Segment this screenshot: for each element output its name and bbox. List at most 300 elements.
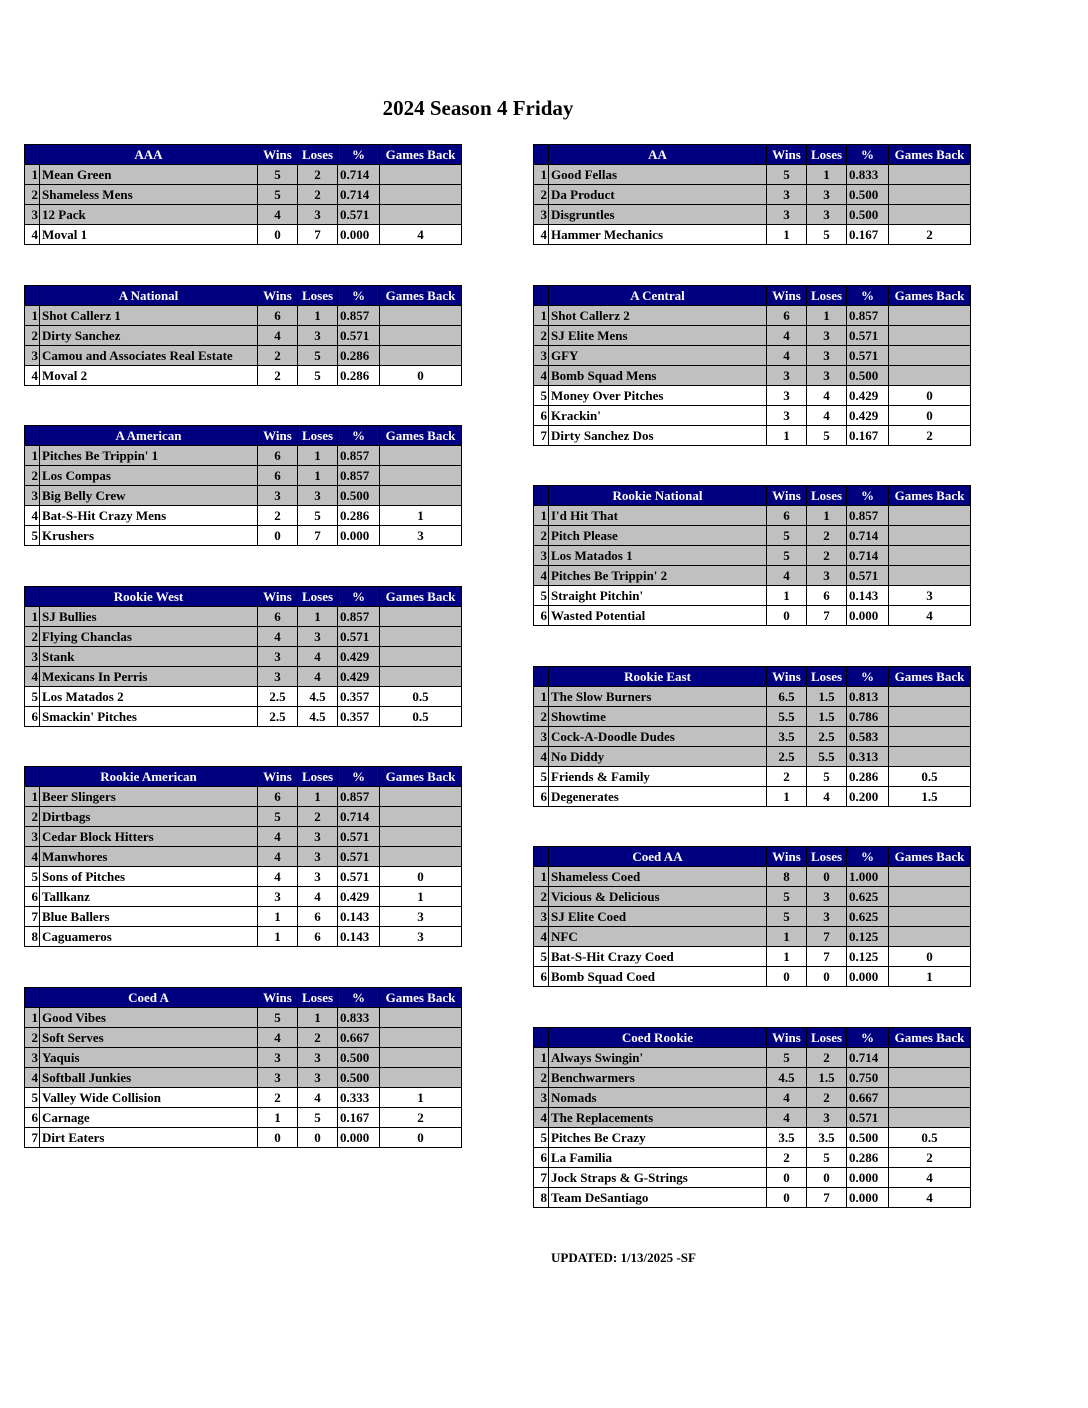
rank: 4 bbox=[534, 225, 549, 245]
header-row bbox=[25, 426, 462, 446]
rank: 2 bbox=[534, 707, 549, 727]
win-pct: 0.143 bbox=[847, 586, 889, 606]
loses-header: Loses bbox=[807, 1028, 847, 1048]
games-back-header: Games Back bbox=[380, 426, 462, 446]
team-name: Manwhores bbox=[40, 847, 258, 867]
team-row bbox=[25, 907, 462, 927]
team-row bbox=[534, 185, 971, 205]
rank: 3 bbox=[25, 346, 40, 366]
games-back: 0.5 bbox=[889, 767, 971, 787]
pct-header: % bbox=[338, 286, 380, 306]
wins: 3 bbox=[258, 647, 298, 667]
loses: 1 bbox=[807, 306, 847, 326]
wins-header: Wins bbox=[258, 426, 298, 446]
games-back bbox=[380, 185, 462, 205]
wins: 6 bbox=[767, 506, 807, 526]
rank: 7 bbox=[25, 907, 40, 927]
win-pct: 0.000 bbox=[847, 606, 889, 626]
games-back bbox=[380, 1028, 462, 1048]
team-row bbox=[534, 1048, 971, 1068]
win-pct: 0.200 bbox=[847, 787, 889, 807]
team-name: Money Over Pitches bbox=[549, 386, 767, 406]
games-back: 0 bbox=[889, 386, 971, 406]
games-back: 0 bbox=[380, 867, 462, 887]
rank: 4 bbox=[25, 366, 40, 386]
division-name: Coed A bbox=[40, 988, 258, 1008]
win-pct: 0.286 bbox=[338, 506, 380, 526]
team-row bbox=[534, 566, 971, 586]
loses: 1.5 bbox=[807, 1068, 847, 1088]
wins: 4 bbox=[767, 326, 807, 346]
page-title: 2024 Season 4 Friday bbox=[382, 96, 574, 120]
games-back bbox=[889, 707, 971, 727]
team-row bbox=[25, 446, 462, 466]
win-pct: 0.357 bbox=[338, 707, 380, 727]
team-row bbox=[534, 426, 971, 446]
win-pct: 0.571 bbox=[847, 326, 889, 346]
wins: 1 bbox=[258, 907, 298, 927]
rank: 5 bbox=[25, 1088, 40, 1108]
team-name: Shameless Mens bbox=[40, 185, 258, 205]
team-row bbox=[25, 1068, 462, 1088]
loses: 1 bbox=[807, 506, 847, 526]
loses: 4 bbox=[298, 647, 338, 667]
games-back bbox=[380, 486, 462, 506]
loses: 3 bbox=[298, 205, 338, 225]
team-row bbox=[534, 727, 971, 747]
wins: 2 bbox=[767, 1148, 807, 1168]
team-row bbox=[25, 1048, 462, 1068]
wins-header: Wins bbox=[767, 667, 807, 687]
team-name: Team DeSantiago bbox=[549, 1188, 767, 1208]
games-back bbox=[380, 346, 462, 366]
games-back: 0 bbox=[889, 406, 971, 426]
rank: 8 bbox=[25, 927, 40, 947]
games-back bbox=[380, 165, 462, 185]
team-name: Sons of Pitches bbox=[40, 867, 258, 887]
rank-header bbox=[25, 286, 40, 306]
loses: 5 bbox=[807, 767, 847, 787]
pct-header: % bbox=[847, 486, 889, 506]
games-back-header: Games Back bbox=[380, 145, 462, 165]
rank: 1 bbox=[25, 1008, 40, 1028]
loses: 6 bbox=[807, 586, 847, 606]
team-row bbox=[534, 927, 971, 947]
standings-table-a-national bbox=[24, 285, 462, 386]
pct-header: % bbox=[338, 988, 380, 1008]
team-name: Los Compas bbox=[40, 466, 258, 486]
wins-header: Wins bbox=[767, 1028, 807, 1048]
loses: 4.5 bbox=[298, 707, 338, 727]
win-pct: 0.625 bbox=[847, 887, 889, 907]
rank: 4 bbox=[534, 927, 549, 947]
rank: 2 bbox=[25, 466, 40, 486]
wins: 5 bbox=[258, 165, 298, 185]
rank: 5 bbox=[534, 1128, 549, 1148]
games-back: 4 bbox=[889, 606, 971, 626]
games-back bbox=[889, 346, 971, 366]
team-name: Bat-S-Hit Crazy Mens bbox=[40, 506, 258, 526]
games-back bbox=[889, 366, 971, 386]
games-back bbox=[380, 446, 462, 466]
rank: 3 bbox=[534, 346, 549, 366]
loses: 1 bbox=[298, 306, 338, 326]
wins: 3 bbox=[258, 887, 298, 907]
wins: 1 bbox=[767, 225, 807, 245]
loses: 0 bbox=[298, 1128, 338, 1148]
loses: 2 bbox=[807, 1048, 847, 1068]
loses-header: Loses bbox=[807, 486, 847, 506]
team-row bbox=[534, 546, 971, 566]
team-row bbox=[25, 526, 462, 546]
win-pct: 0.429 bbox=[847, 386, 889, 406]
wins-header: Wins bbox=[258, 587, 298, 607]
rank-header bbox=[25, 587, 40, 607]
loses: 3 bbox=[807, 205, 847, 225]
team-row bbox=[25, 506, 462, 526]
wins: 0 bbox=[258, 526, 298, 546]
team-name: Straight Pitchin' bbox=[549, 586, 767, 606]
loses: 4 bbox=[298, 1088, 338, 1108]
division-name: A National bbox=[40, 286, 258, 306]
games-back bbox=[380, 667, 462, 687]
win-pct: 0.333 bbox=[338, 1088, 380, 1108]
wins: 0 bbox=[767, 606, 807, 626]
win-pct: 0.500 bbox=[338, 1068, 380, 1088]
wins: 3 bbox=[258, 1068, 298, 1088]
division-name: Rookie East bbox=[549, 667, 767, 687]
team-row bbox=[25, 667, 462, 687]
team-name: Pitch Please bbox=[549, 526, 767, 546]
games-back bbox=[889, 867, 971, 887]
rank: 3 bbox=[25, 1048, 40, 1068]
wins: 6 bbox=[258, 466, 298, 486]
team-row bbox=[534, 1068, 971, 1088]
rank: 3 bbox=[534, 205, 549, 225]
team-name: Mexicans In Perris bbox=[40, 667, 258, 687]
wins: 4.5 bbox=[767, 1068, 807, 1088]
wins: 1 bbox=[258, 927, 298, 947]
rank: 2 bbox=[534, 326, 549, 346]
win-pct: 0.167 bbox=[847, 426, 889, 446]
team-row bbox=[25, 326, 462, 346]
rank: 1 bbox=[534, 506, 549, 526]
team-row bbox=[25, 627, 462, 647]
team-name: Wasted Potential bbox=[549, 606, 767, 626]
win-pct: 0.429 bbox=[847, 406, 889, 426]
wins-header: Wins bbox=[767, 145, 807, 165]
team-row bbox=[534, 346, 971, 366]
games-back-header: Games Back bbox=[889, 1028, 971, 1048]
rank: 3 bbox=[534, 1088, 549, 1108]
games-back-header: Games Back bbox=[380, 286, 462, 306]
wins: 3.5 bbox=[767, 727, 807, 747]
loses: 1.5 bbox=[807, 687, 847, 707]
games-back: 2 bbox=[889, 426, 971, 446]
rank: 2 bbox=[25, 185, 40, 205]
team-row bbox=[25, 185, 462, 205]
team-row bbox=[25, 486, 462, 506]
games-back-header: Games Back bbox=[889, 145, 971, 165]
wins: 8 bbox=[767, 867, 807, 887]
team-row bbox=[25, 1108, 462, 1128]
team-name: Stank bbox=[40, 647, 258, 667]
header-row bbox=[534, 145, 971, 165]
games-back: 0 bbox=[380, 366, 462, 386]
team-row bbox=[534, 406, 971, 426]
loses: 3 bbox=[298, 867, 338, 887]
rank-header bbox=[25, 426, 40, 446]
team-row bbox=[25, 707, 462, 727]
team-row bbox=[534, 1188, 971, 1208]
wins: 5 bbox=[767, 526, 807, 546]
loses: 5 bbox=[807, 225, 847, 245]
rank: 6 bbox=[534, 406, 549, 426]
team-name: Krushers bbox=[40, 526, 258, 546]
games-back: 3 bbox=[380, 927, 462, 947]
wins: 3 bbox=[258, 486, 298, 506]
games-back bbox=[380, 1068, 462, 1088]
wins: 4 bbox=[258, 827, 298, 847]
win-pct: 0.857 bbox=[338, 466, 380, 486]
header-row bbox=[25, 988, 462, 1008]
games-back-header: Games Back bbox=[889, 667, 971, 687]
rank: 6 bbox=[534, 967, 549, 987]
team-row bbox=[25, 827, 462, 847]
games-back bbox=[889, 907, 971, 927]
team-name: Carnage bbox=[40, 1108, 258, 1128]
loses: 3 bbox=[807, 566, 847, 586]
loses: 2 bbox=[298, 807, 338, 827]
wins: 4 bbox=[258, 205, 298, 225]
loses: 3 bbox=[298, 627, 338, 647]
team-row bbox=[25, 346, 462, 366]
games-back bbox=[889, 546, 971, 566]
games-back: 3 bbox=[889, 586, 971, 606]
win-pct: 0.571 bbox=[338, 205, 380, 225]
win-pct: 0.500 bbox=[338, 1048, 380, 1068]
team-name: No Diddy bbox=[549, 747, 767, 767]
win-pct: 0.286 bbox=[338, 346, 380, 366]
win-pct: 0.500 bbox=[847, 185, 889, 205]
loses: 5 bbox=[807, 1148, 847, 1168]
games-back bbox=[889, 1108, 971, 1128]
win-pct: 0.571 bbox=[338, 827, 380, 847]
rank-header bbox=[534, 847, 549, 867]
win-pct: 0.857 bbox=[338, 787, 380, 807]
wins: 5 bbox=[767, 165, 807, 185]
standings-table-rookie-american bbox=[24, 766, 462, 947]
wins: 2.5 bbox=[258, 687, 298, 707]
games-back bbox=[889, 205, 971, 225]
header-row bbox=[25, 286, 462, 306]
loses: 3 bbox=[298, 847, 338, 867]
win-pct: 0.125 bbox=[847, 947, 889, 967]
rank: 2 bbox=[534, 1068, 549, 1088]
win-pct: 0.813 bbox=[847, 687, 889, 707]
team-name: Benchwarmers bbox=[549, 1068, 767, 1088]
team-name: Los Matados 1 bbox=[549, 546, 767, 566]
rank: 2 bbox=[25, 627, 40, 647]
standings-table-aa bbox=[533, 144, 971, 245]
team-name: The Replacements bbox=[549, 1108, 767, 1128]
team-name: Camou and Associates Real Estate bbox=[40, 346, 258, 366]
loses: 4.5 bbox=[298, 687, 338, 707]
team-row bbox=[534, 386, 971, 406]
loses: 0 bbox=[807, 967, 847, 987]
loses-header: Loses bbox=[298, 426, 338, 446]
games-back bbox=[889, 1048, 971, 1068]
rank: 5 bbox=[534, 947, 549, 967]
loses: 0 bbox=[807, 867, 847, 887]
rank: 1 bbox=[534, 165, 549, 185]
games-back-header: Games Back bbox=[380, 767, 462, 787]
wins: 5 bbox=[767, 1048, 807, 1068]
wins: 4 bbox=[767, 566, 807, 586]
win-pct: 1.000 bbox=[847, 867, 889, 887]
loses: 4 bbox=[807, 406, 847, 426]
loses: 1 bbox=[298, 446, 338, 466]
team-row bbox=[534, 225, 971, 245]
team-row bbox=[534, 1088, 971, 1108]
wins: 2 bbox=[258, 506, 298, 526]
loses: 2 bbox=[807, 1088, 847, 1108]
team-name: Vicious & Delicious bbox=[549, 887, 767, 907]
win-pct: 0.500 bbox=[338, 486, 380, 506]
games-back bbox=[380, 847, 462, 867]
rank: 3 bbox=[25, 486, 40, 506]
loses: 2 bbox=[298, 1028, 338, 1048]
team-row bbox=[534, 1148, 971, 1168]
win-pct: 0.571 bbox=[338, 867, 380, 887]
games-back: 0 bbox=[380, 1128, 462, 1148]
games-back: 0.5 bbox=[889, 1128, 971, 1148]
team-row bbox=[534, 205, 971, 225]
win-pct: 0.429 bbox=[338, 887, 380, 907]
wins: 5 bbox=[767, 887, 807, 907]
games-back: 4 bbox=[889, 1168, 971, 1188]
games-back bbox=[889, 306, 971, 326]
team-row bbox=[534, 306, 971, 326]
loses: 3 bbox=[807, 185, 847, 205]
wins: 3 bbox=[767, 366, 807, 386]
standings-table-rookie-west bbox=[24, 586, 462, 727]
rank: 3 bbox=[534, 546, 549, 566]
wins: 4 bbox=[258, 867, 298, 887]
win-pct: 0.286 bbox=[847, 767, 889, 787]
win-pct: 0.714 bbox=[338, 165, 380, 185]
rank: 1 bbox=[534, 687, 549, 707]
games-back bbox=[380, 627, 462, 647]
wins: 4 bbox=[767, 1088, 807, 1108]
win-pct: 0.583 bbox=[847, 727, 889, 747]
win-pct: 0.500 bbox=[847, 205, 889, 225]
team-name: Jock Straps & G-Strings bbox=[549, 1168, 767, 1188]
loses: 3 bbox=[298, 1068, 338, 1088]
games-back bbox=[380, 807, 462, 827]
games-back bbox=[380, 1048, 462, 1068]
loses: 2.5 bbox=[807, 727, 847, 747]
games-back bbox=[889, 326, 971, 346]
win-pct: 0.714 bbox=[847, 546, 889, 566]
team-name: Moval 2 bbox=[40, 366, 258, 386]
rank-header bbox=[534, 145, 549, 165]
wins: 3 bbox=[258, 1048, 298, 1068]
header-row bbox=[534, 847, 971, 867]
games-back: 3 bbox=[380, 526, 462, 546]
pct-header: % bbox=[847, 667, 889, 687]
wins: 2 bbox=[258, 346, 298, 366]
pct-header: % bbox=[338, 767, 380, 787]
team-row bbox=[25, 887, 462, 907]
standings-table-rookie-east bbox=[533, 666, 971, 807]
games-back-header: Games Back bbox=[889, 486, 971, 506]
rank: 3 bbox=[25, 647, 40, 667]
pct-header: % bbox=[847, 286, 889, 306]
pct-header: % bbox=[338, 426, 380, 446]
win-pct: 0.786 bbox=[847, 707, 889, 727]
wins: 0 bbox=[767, 967, 807, 987]
team-row bbox=[25, 807, 462, 827]
rank: 5 bbox=[534, 767, 549, 787]
games-back-header: Games Back bbox=[380, 988, 462, 1008]
team-row bbox=[534, 967, 971, 987]
games-back bbox=[889, 687, 971, 707]
loses: 7 bbox=[807, 947, 847, 967]
loses: 3 bbox=[298, 326, 338, 346]
games-back: 2 bbox=[889, 1148, 971, 1168]
win-pct: 0.313 bbox=[847, 747, 889, 767]
team-row bbox=[25, 687, 462, 707]
team-name: Moval 1 bbox=[40, 225, 258, 245]
loses: 7 bbox=[298, 225, 338, 245]
team-row bbox=[534, 366, 971, 386]
wins: 3 bbox=[767, 185, 807, 205]
pct-header: % bbox=[847, 145, 889, 165]
games-back bbox=[380, 647, 462, 667]
rank: 2 bbox=[25, 1028, 40, 1048]
team-name: Shameless Coed bbox=[549, 867, 767, 887]
standings-table-rookie-national bbox=[533, 485, 971, 626]
rank: 4 bbox=[534, 1108, 549, 1128]
team-name: Pitches Be Trippin' 2 bbox=[549, 566, 767, 586]
team-row bbox=[25, 205, 462, 225]
team-row bbox=[534, 326, 971, 346]
division-name: Coed AA bbox=[549, 847, 767, 867]
rank-header bbox=[534, 286, 549, 306]
win-pct: 0.667 bbox=[338, 1028, 380, 1048]
win-pct: 0.000 bbox=[847, 1188, 889, 1208]
team-row bbox=[534, 747, 971, 767]
win-pct: 0.286 bbox=[338, 366, 380, 386]
wins: 5 bbox=[258, 185, 298, 205]
team-row bbox=[534, 907, 971, 927]
games-back bbox=[380, 326, 462, 346]
loses-header: Loses bbox=[807, 286, 847, 306]
win-pct: 0.429 bbox=[338, 667, 380, 687]
rank: 5 bbox=[25, 687, 40, 707]
team-name: SJ Elite Coed bbox=[549, 907, 767, 927]
loses: 4 bbox=[298, 887, 338, 907]
win-pct: 0.286 bbox=[847, 1148, 889, 1168]
games-back: 1 bbox=[889, 967, 971, 987]
games-back bbox=[380, 466, 462, 486]
team-name: Cedar Block Hitters bbox=[40, 827, 258, 847]
win-pct: 0.500 bbox=[847, 1128, 889, 1148]
team-name: Los Matados 2 bbox=[40, 687, 258, 707]
rank: 1 bbox=[25, 446, 40, 466]
games-back bbox=[889, 566, 971, 586]
